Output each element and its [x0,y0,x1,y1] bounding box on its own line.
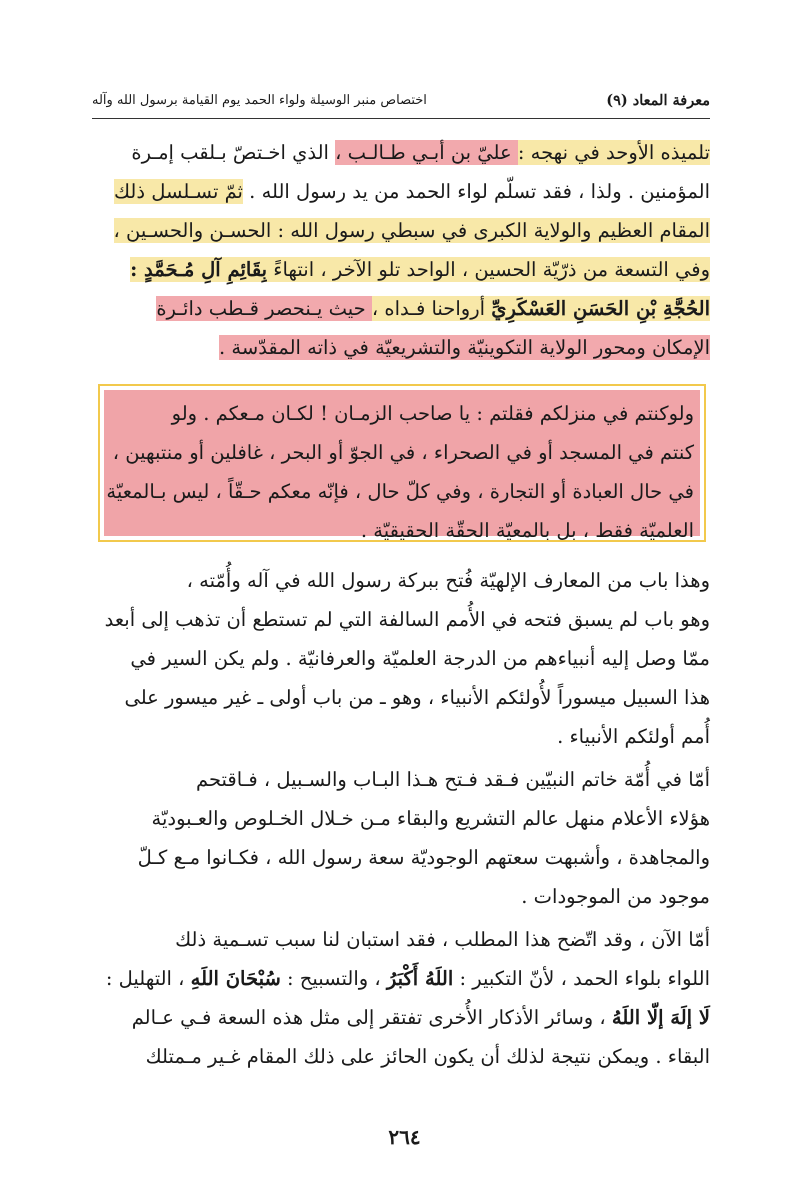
boxed-text [108,394,694,550]
text-line: أمّا الآن ، وقد اتّضح هذا المطلب ، فقد استبان لنا سبب تسـمية ذلك [175,928,710,951]
bold-phrase: سُبْحَانَ اللَهِ [190,967,281,990]
chapter-title: اختصاص منبر الوسيلة ولواء الحمد يوم القيامة برسول الله وآله [92,93,427,108]
highlight-yellow-bold: بِقَائِمِ آلِ مُـحَمَّدٍ : [130,258,268,281]
highlight-red: الإمكان ومحور الولاية التكوينيّة والتشريعيّة في ذاته المقدّسة . [219,336,710,359]
top-block [92,133,710,367]
text-line: البقاء . ويمكن نتيجة لذلك أن يكون الحائز على ذلك المقام غـير مـمتلك [145,1045,710,1068]
text-line: أُمم أولئكم الأنبياء . [557,725,710,748]
paragraph-1 [92,561,710,756]
text-line: وهذا باب من المعارف الإلهيّة فُتح ببركة رسول الله في آله وأُمّته ، [186,569,710,592]
text-line: موجود من الموجودات . [521,885,710,908]
text-fragment: ، والتسبيح : [280,967,387,990]
text-line: والمجاهدة ، وأشبهت سعتهم الوجوديّة سعة رسول الله ، فكـانوا مـع كـلّ [137,846,710,869]
book-title: معرفة المعاد (٩) [606,92,710,109]
running-header [92,92,710,119]
bold-phrase: لَا إلَهَ إلّا اللَهُ [611,1006,710,1029]
text-line [92,172,710,211]
text-line: وهو باب لم يسبق فتحه في الأُمم السالفة التي لم تستطع أن تذهب إلى أبعد [104,608,710,631]
highlight-yellow: أرواحنا فـداه ، [371,297,492,320]
paragraph-3 [92,920,710,1076]
text-fragment: المؤمنين . ولذا ، فقد تسلّم لواء الحمد من يد رسول الله . [242,180,710,203]
text-fragment: الذي اخـتصّ بـلقب إمـرة [131,141,336,164]
text-line: كنتم في المسجد أو في الصحراء ، في الجوّ أو البحر ، غافلين أو منتبهين ، [112,441,694,464]
text-line: ممّا وصل إليه أنبياءهم من الدرجة العلميّة والعرفانيّة . ولم يكن السير في [130,647,710,670]
boxed-highlight [98,384,706,542]
highlight-yellow: ثمّ تسـلسل ذلك [113,180,243,203]
highlight-yellow: تلميذه الأوحد في نهجه : [517,141,710,164]
text-fragment: ، وسائر الأذكار الأُخرى تفتقر إلى مثل هذه السعة فـي عـالم [131,1006,612,1029]
text-line [92,211,710,250]
text-line: العلميّة فقط ، بل بالمعيّة الحقّة الحقيقيّة . [360,519,694,542]
text-line [92,998,710,1037]
text-line: ولوكنتم في منزلكم فقلتم : يا صاحب الزمـان ! لكـان مـعكم . ولو [171,402,694,425]
text-line [92,133,710,172]
highlight-yellow-bold: الحُجَّةِ بْنِ الحَسَنِ العَسْكَرِيِّ [491,297,710,320]
text-line [92,959,710,998]
text-line: هؤلاء الأعلام منهل عالم التشريع والبقاء مـن خـلال الخـلوص والعـبوديّة [151,807,710,830]
bold-phrase: اللَهُ أَكْبَرُ [386,967,454,990]
text-line: في حال العبادة أو التجارة ، وفي كلّ حال ، فإنّه معكم حـقّاً ، ليس بـالمعيّة [106,480,694,503]
highlight-yellow: وفي التسعة من ذرّيّة الحسين ، الواحد تلو الآخر ، انتهاءً [267,258,710,281]
highlight-red: حيث يـنحصر قـطب دائـرة [156,297,372,320]
highlight-red: عليّ بن أبـي طـالـب ، [335,141,518,164]
text-line: أمّا في أُمّة خاتم النبيّين فـقد فـتح هـذا البـاب والسـبيل ، فـاقتحم [195,768,710,791]
text-fragment: اللواء بلواء الحمد ، لأنّ التكبير : [453,967,710,990]
text-fragment: ، التهليل : [105,967,191,990]
page-number: ٢٦٤ [388,1125,421,1149]
highlight-yellow: المقام العظيم والولاية الكبرى في سبطي رسول الله : الحسـن والحسـين ، [113,219,710,242]
text-line: هذا السبيل ميسوراً لأُولئكم الأنبياء ، وهو ـ من باب أولى ـ غير ميسور على [124,686,710,709]
text-line [92,289,710,328]
paragraph-2 [92,760,710,916]
text-line [92,328,710,367]
text-line [92,250,710,289]
